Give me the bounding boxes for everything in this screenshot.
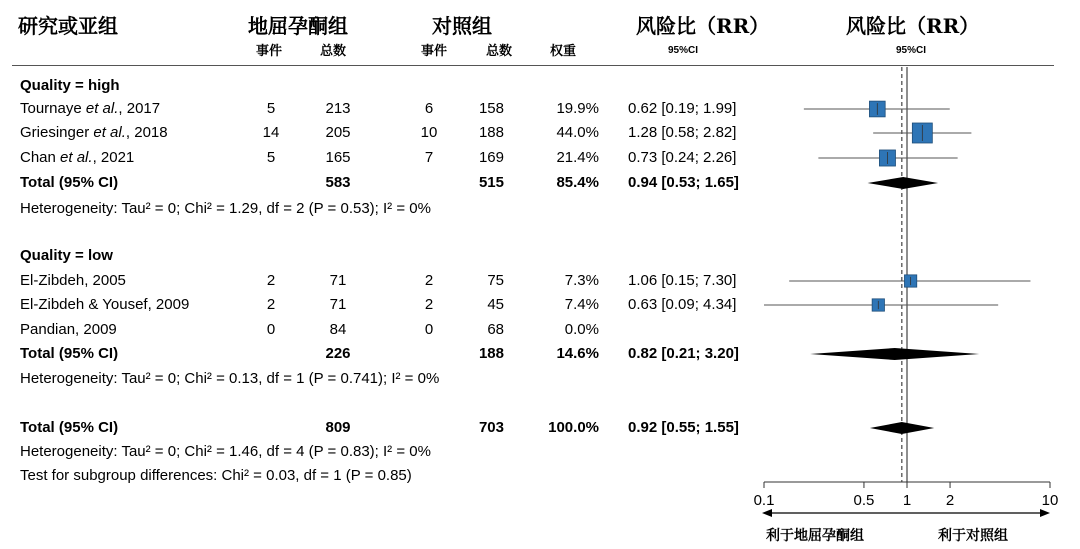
x-tick-label: 0.5 bbox=[853, 492, 875, 509]
study-etal: et al. bbox=[93, 124, 126, 141]
header-control: 对照组 bbox=[432, 14, 492, 38]
cell-ce: 10 bbox=[420, 124, 438, 141]
x-tick-label: 2 bbox=[945, 492, 955, 509]
cell-tt: 226 bbox=[325, 345, 351, 362]
row-label: Quality = low bbox=[20, 247, 113, 264]
cell-w: 44.0% bbox=[556, 124, 599, 141]
cell-tt: 583 bbox=[325, 174, 351, 191]
header-ctrl-events: 事件 bbox=[421, 44, 448, 59]
cell-w: 85.4% bbox=[556, 174, 599, 191]
cell-tt: 71 bbox=[329, 296, 347, 313]
study-name: Chan bbox=[20, 149, 61, 166]
study-etal: et al. bbox=[60, 149, 93, 166]
row-label: Total (95% CI) bbox=[20, 174, 119, 191]
favours-right-label: 利于对照组 bbox=[938, 527, 1008, 543]
cell-ce: 2 bbox=[424, 272, 434, 289]
row-label: Pandian, 2009 bbox=[20, 321, 117, 338]
x-tick-label: 0.1 bbox=[753, 492, 775, 509]
cell-ce: 6 bbox=[424, 100, 434, 117]
favours-left-label: 利于地屈孕酮组 bbox=[766, 527, 864, 543]
cell-w: 0.0% bbox=[564, 321, 599, 338]
row-label: Total (95% CI) bbox=[20, 345, 119, 362]
cell-ct: 515 bbox=[478, 174, 504, 191]
cell-rr: 0.63 [0.09; 4.34] bbox=[628, 296, 737, 313]
cell-tt: 809 bbox=[325, 419, 351, 436]
cell-rr: 0.73 [0.24; 2.26] bbox=[628, 149, 737, 166]
cell-ct: 45 bbox=[487, 296, 504, 313]
pooled-diamond bbox=[810, 348, 979, 360]
row-label: Total (95% CI) bbox=[20, 419, 119, 436]
header-treat-events: 事件 bbox=[256, 44, 283, 59]
study-year: , 2018 bbox=[125, 124, 168, 141]
study-etal: et al. bbox=[85, 100, 119, 117]
row-label: Heterogeneity: Tau² = 0; Chi² = 1.46, df = 4 (P = 0.83); I² = 0% bbox=[20, 443, 431, 460]
cell-ct: 68 bbox=[487, 321, 504, 338]
study-year: , 2017 bbox=[118, 100, 161, 117]
cell-ct: 75 bbox=[487, 272, 504, 289]
header-rr-plot: 风险比（RR） bbox=[846, 14, 980, 38]
study-year: , 2021 bbox=[92, 149, 135, 166]
cell-rr: 1.06 [0.15; 7.30] bbox=[628, 272, 737, 289]
x-tick-label: 10 bbox=[1041, 492, 1059, 509]
cell-tt: 84 bbox=[329, 321, 347, 338]
cell-tt: 71 bbox=[329, 272, 347, 289]
cell-ct: 188 bbox=[478, 345, 504, 362]
row-label: El-Zibdeh, 2005 bbox=[20, 272, 126, 289]
cell-w: 21.4% bbox=[556, 149, 599, 166]
cell-ct: 158 bbox=[478, 100, 504, 117]
cell-ct: 703 bbox=[478, 419, 504, 436]
study-name: Tournaye bbox=[20, 100, 86, 117]
study-name: Griesinger bbox=[20, 124, 94, 141]
cell-te: 5 bbox=[266, 100, 276, 117]
row-label: El-Zibdeh & Yousef, 2009 bbox=[20, 296, 190, 313]
cell-w: 100.0% bbox=[548, 419, 599, 436]
cell-w: 7.4% bbox=[564, 296, 599, 313]
cell-w: 7.3% bbox=[564, 272, 599, 289]
cell-te: 14 bbox=[262, 124, 280, 141]
pooled-diamond bbox=[870, 422, 934, 434]
row-label: Heterogeneity: Tau² = 0; Chi² = 1.29, df = 2 (P = 0.53); I² = 0% bbox=[20, 200, 431, 217]
cell-w: 19.9% bbox=[556, 100, 599, 117]
cell-ce: 0 bbox=[424, 321, 434, 338]
cell-te: 5 bbox=[266, 149, 276, 166]
cell-rr: 0.92 [0.55; 1.55] bbox=[628, 419, 739, 436]
cell-te: 0 bbox=[266, 321, 276, 338]
cell-tt: 165 bbox=[325, 149, 351, 166]
cell-rr: 0.62 [0.19; 1.99] bbox=[628, 100, 737, 117]
row-label: Test for subgroup differences: Chi² = 0.03, df = 1 (P = 0.85) bbox=[20, 467, 412, 484]
cell-w: 14.6% bbox=[556, 345, 599, 362]
header-rr-text: 风险比（RR） bbox=[636, 14, 770, 38]
cell-tt: 205 bbox=[325, 124, 351, 141]
cell-ct: 188 bbox=[478, 124, 504, 141]
cell-te: 2 bbox=[266, 272, 276, 289]
header-ci-text: 95%CI bbox=[668, 45, 699, 56]
favours-left-arrowhead bbox=[762, 509, 772, 517]
pooled-diamond bbox=[868, 177, 939, 189]
header-treat-total: 总数 bbox=[320, 44, 347, 59]
row-label: Heterogeneity: Tau² = 0; Chi² = 0.13, df = 1 (P = 0.741); I² = 0% bbox=[20, 370, 440, 387]
header-ci-plot: 95%CI bbox=[896, 45, 927, 56]
cell-ce: 2 bbox=[424, 296, 434, 313]
row-label: Quality = high bbox=[20, 77, 120, 94]
header-ctrl-total: 总数 bbox=[486, 44, 513, 59]
cell-te: 2 bbox=[266, 296, 276, 313]
cell-ce: 7 bbox=[424, 149, 434, 166]
cell-ct: 169 bbox=[478, 149, 504, 166]
header-treatment: 地屈孕酮组 bbox=[248, 14, 348, 38]
cell-rr: 0.94 [0.53; 1.65] bbox=[628, 174, 739, 191]
header-weight: 权重 bbox=[550, 44, 577, 59]
cell-rr: 0.82 [0.21; 3.20] bbox=[628, 345, 739, 362]
cell-tt: 213 bbox=[325, 100, 351, 117]
x-tick-label: 1 bbox=[902, 492, 912, 509]
cell-rr: 1.28 [0.58; 2.82] bbox=[628, 124, 737, 141]
favours-right-arrowhead bbox=[1040, 509, 1050, 517]
header-study: 研究或亚组 bbox=[18, 14, 118, 38]
